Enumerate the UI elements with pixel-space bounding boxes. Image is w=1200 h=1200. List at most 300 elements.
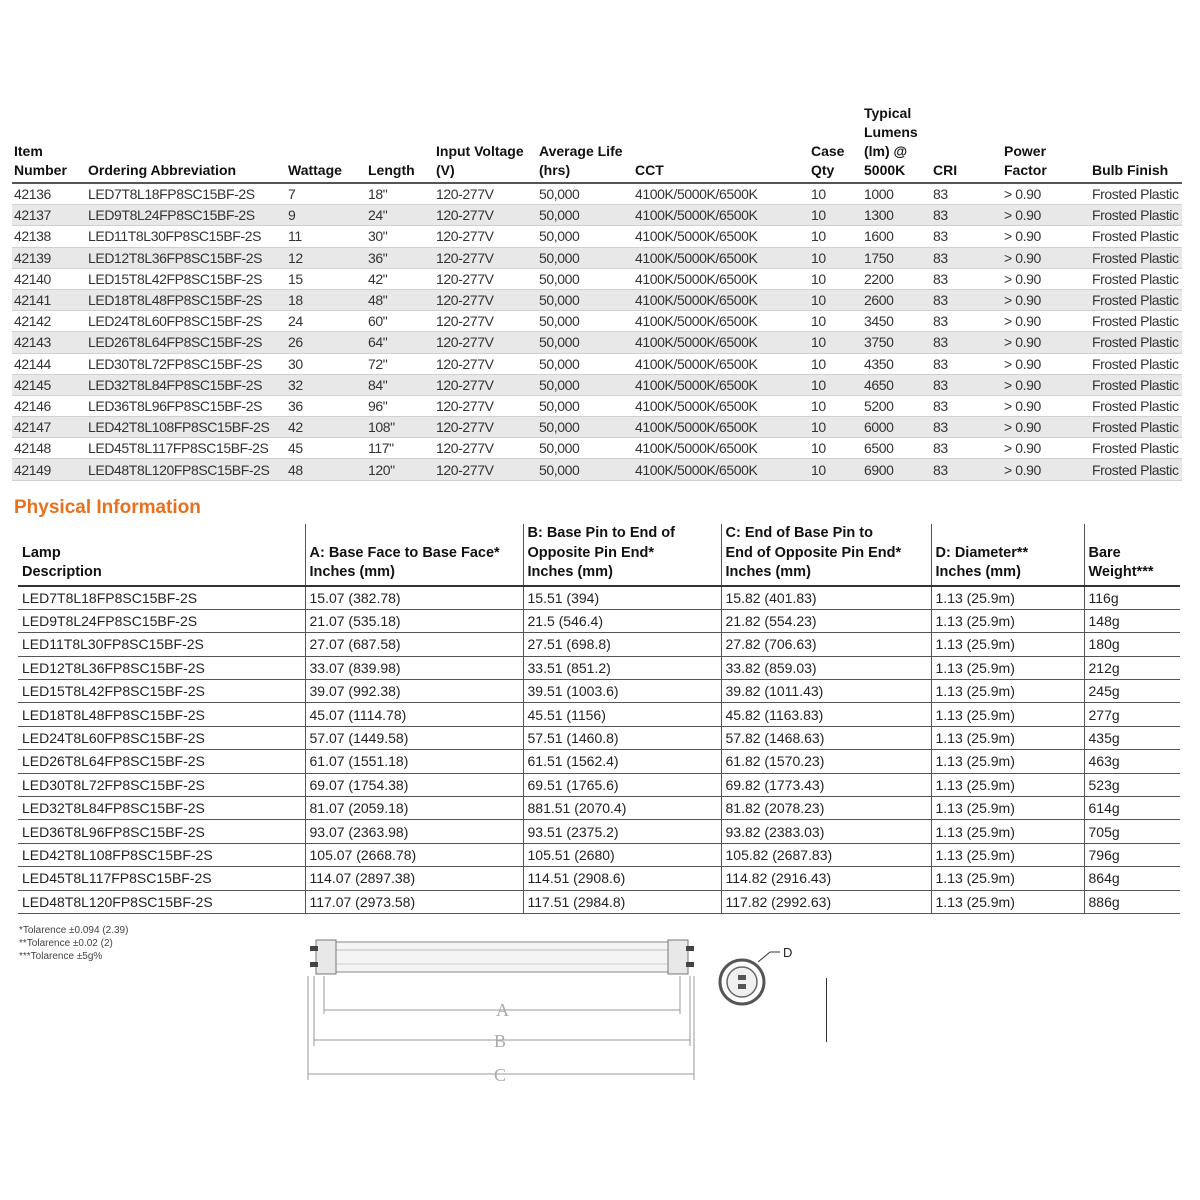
physical-table-row [18, 820, 1180, 843]
physical-table-cell: LED42T8L108FP8SC15BF-2S [18, 843, 305, 866]
physical-table-cell: 39.51 (1003.6) [523, 680, 721, 703]
spec-table-cell: 48" [366, 289, 434, 310]
tolerance-footnotes [19, 924, 128, 963]
spec-table-cell: 83 [933, 313, 948, 330]
physical-col-header-line: Inches (mm) [527, 564, 613, 580]
physical-table-cell: 114.82 (2916.43) [721, 867, 931, 890]
physical-table-cell: 705g [1084, 820, 1180, 843]
spec-table-cell: 120-277V [436, 397, 494, 414]
spec-table-cell: 48 [286, 459, 366, 480]
spec-table-cell: 10 [809, 417, 862, 438]
spec-table-cell: 42142 [14, 313, 51, 330]
spec-table-cell: 50,000 [539, 186, 580, 203]
physical-table-cell: 69.51 (1765.6) [523, 773, 721, 796]
spec-table-cell: 45 [288, 440, 303, 457]
spec-col-header-10 [1002, 104, 1090, 183]
physical-table-cell: LED15T8L42FP8SC15BF-2S [18, 680, 305, 703]
spec-table-cell: 4100K/5000K/6500K [633, 205, 809, 226]
spec-table-cell: LED36T8L96FP8SC15BF-2S [88, 397, 263, 414]
physical-table-row [18, 797, 1180, 820]
spec-table-row [12, 459, 1182, 480]
spec-table-cell: 50,000 [537, 289, 633, 310]
spec-table-cell: Frosted Plastic [1090, 332, 1182, 353]
spec-table-cell: 5200 [864, 397, 894, 414]
spec-table-cell: LED11T8L30FP8SC15BF-2S [88, 228, 262, 245]
physical-table-row [18, 633, 1180, 656]
physical-table-cell: 57.82 (1468.63) [721, 726, 931, 749]
spec-table-cell: 42 [286, 417, 366, 438]
spec-table-cell: 30 [288, 355, 303, 372]
diagram-divider-line [826, 978, 827, 1042]
spec-table-cell: Frosted Plastic [1092, 270, 1179, 287]
spec-table-cell: 50,000 [539, 440, 580, 457]
physical-table-cell: 796g [1084, 843, 1180, 866]
physical-table-cell: 114.51 (2908.6) [523, 867, 721, 890]
spec-table-cell: > 0.90 [1004, 313, 1041, 330]
physical-table-row [18, 890, 1180, 913]
spec-table-cell: 42144 [14, 355, 51, 372]
spec-table-cell: 42137 [12, 205, 86, 226]
spec-table-cell: 18 [286, 289, 366, 310]
physical-table-cell: 1.13 (25.9m) [931, 726, 1084, 749]
spec-table-row [12, 268, 1182, 289]
physical-table-cell: 881.51 (2070.4) [523, 797, 721, 820]
spec-table-cell: 50,000 [537, 459, 633, 480]
physical-col-header-line: Inches (mm) [725, 564, 811, 580]
spec-table-cell: > 0.90 [1002, 205, 1090, 226]
physical-table-cell: 21.07 (535.18) [305, 609, 523, 632]
spec-table-cell: Frosted Plastic [1092, 440, 1179, 457]
spec-table-cell: 84" [366, 374, 434, 395]
physical-col-header-line: Weight*** [1088, 564, 1154, 580]
physical-col-header-line: Opposite Pin End* [527, 544, 654, 561]
footnote-a-b-c: *Tolarence ±0.094 (2.39) [19, 925, 129, 936]
physical-table-cell: 33.07 (839.98) [305, 656, 523, 679]
spec-table-cell: LED24T8L60FP8SC15BF-2S [88, 313, 263, 330]
spec-table-cell: 96" [368, 397, 388, 414]
physical-col-header-5 [1084, 524, 1180, 586]
spec-table-cell: 4100K/5000K/6500K [633, 289, 809, 310]
spec-table-cell: 50,000 [539, 313, 580, 330]
spec-table-cell: 4100K/5000K/6500K [635, 397, 758, 414]
physical-table-cell: 27.51 (698.8) [523, 633, 721, 656]
spec-table-row [12, 289, 1182, 310]
spec-table-cell: Frosted Plastic [1090, 459, 1182, 480]
physical-table-cell: 105.51 (2680) [523, 843, 721, 866]
physical-table-cell: LED9T8L24FP8SC15BF-2S [18, 609, 305, 632]
spec-table-cell: 42145 [12, 374, 86, 395]
spec-table-cell: 83 [933, 186, 948, 203]
spec-table-cell: > 0.90 [1002, 332, 1090, 353]
spec-col-header-11 [1090, 104, 1182, 183]
spec-table-cell: 10 [811, 313, 826, 330]
spec-table-cell: 120-277V [434, 374, 537, 395]
spec-table-cell: 10 [809, 332, 862, 353]
physical-table-row [18, 609, 1180, 632]
spec-table-cell: 50,000 [537, 247, 633, 268]
physical-col-header-3 [721, 524, 931, 586]
spec-table-cell: LED18T8L48FP8SC15BF-2S [86, 289, 286, 310]
spec-table-row [12, 374, 1182, 395]
physical-table-cell: 81.82 (2078.23) [721, 797, 931, 820]
physical-table-cell: LED12T8L36FP8SC15BF-2S [18, 656, 305, 679]
physical-table-cell: 1.13 (25.9m) [931, 773, 1084, 796]
spec-table-cell: 10 [809, 374, 862, 395]
spec-col-header-line: Item [14, 143, 43, 159]
physical-table-cell: 1.13 (25.9m) [931, 680, 1084, 703]
spec-table-cell: > 0.90 [1004, 440, 1041, 457]
spec-table-cell: 42138 [14, 228, 51, 245]
physical-table-cell: LED26T8L64FP8SC15BF-2S [18, 750, 305, 773]
spec-table-cell: LED30T8L72FP8SC15BF-2S [88, 355, 263, 372]
spec-table-cell: 4100K/5000K/6500K [633, 332, 809, 353]
physical-table-cell: 1.13 (25.9m) [931, 609, 1084, 632]
physical-table-cell: 886g [1084, 890, 1180, 913]
spec-table-cell: 64" [366, 332, 434, 353]
spec-table-cell: 4100K/5000K/6500K [633, 417, 809, 438]
physical-table-cell: 614g [1084, 797, 1180, 820]
footnote-weight: ***Tolarence ±5g% [19, 951, 103, 962]
section-title-physical-information: Physical Information [14, 497, 201, 518]
spec-table-cell: 10 [811, 355, 826, 372]
physical-table-cell: 180g [1084, 633, 1180, 656]
spec-table-cell: 83 [931, 417, 1002, 438]
spec-table-cell: > 0.90 [1004, 270, 1041, 287]
spec-col-header-line: Lumens [864, 124, 918, 140]
physical-table-cell: LED30T8L72FP8SC15BF-2S [18, 773, 305, 796]
physical-table-header-row [18, 524, 1180, 586]
spec-table-cell: 120-277V [436, 440, 494, 457]
spec-table-cell: 42141 [12, 289, 86, 310]
physical-col-header-line: Description [22, 564, 102, 580]
end-cap-pin-top [738, 975, 746, 980]
spec-table-cell: Frosted Plastic [1090, 289, 1182, 310]
spec-table-cell: LED15T8L42FP8SC15BF-2S [88, 270, 263, 287]
spec-table-cell: 120-277V [434, 205, 537, 226]
spec-table-cell: 15 [288, 270, 303, 287]
physical-table-cell: 523g [1084, 773, 1180, 796]
spec-table-cell: 1300 [862, 205, 931, 226]
spec-table-cell: > 0.90 [1004, 186, 1041, 203]
spec-table-cell: 83 [931, 247, 1002, 268]
physical-table-cell: 69.82 (1773.43) [721, 773, 931, 796]
spec-table-cell: 4100K/5000K/6500K [635, 440, 758, 457]
physical-table-cell: 45.07 (1114.78) [305, 703, 523, 726]
spec-col-header-line: Case [811, 143, 845, 159]
spec-table-cell: 50,000 [537, 332, 633, 353]
spec-col-header-line: Wattage [288, 162, 342, 178]
spec-col-header-1 [86, 104, 286, 183]
physical-table-cell: 27.82 (706.63) [721, 633, 931, 656]
spec-table-cell: 83 [933, 355, 948, 372]
spec-col-header-line: Ordering Abbreviation [88, 162, 237, 178]
spec-table-cell: Frosted Plastic [1092, 397, 1179, 414]
physical-table-cell: 105.07 (2668.78) [305, 843, 523, 866]
spec-table-cell: Frosted Plastic [1092, 186, 1179, 203]
physical-table-cell: 93.51 (2375.2) [523, 820, 721, 843]
spec-table-cell: LED42T8L108FP8SC15BF-2S [86, 417, 286, 438]
spec-table-cell: Frosted Plastic [1090, 205, 1182, 226]
physical-table-cell: 57.51 (1460.8) [523, 726, 721, 749]
spec-table-row [12, 205, 1182, 226]
physical-table-cell: 61.51 (1562.4) [523, 750, 721, 773]
physical-table-row [18, 680, 1180, 703]
physical-table-cell: 93.82 (2383.03) [721, 820, 931, 843]
tube-left-end-cap [310, 940, 336, 974]
spec-col-header-7 [809, 104, 862, 183]
spec-table-cell: 4100K/5000K/6500K [635, 186, 758, 203]
spec-table-cell: 32 [286, 374, 366, 395]
physical-table-cell: 277g [1084, 703, 1180, 726]
spec-table-cell: 36 [288, 397, 303, 414]
physical-table-row [18, 773, 1180, 796]
spec-table-cell: LED9T8L24FP8SC15BF-2S [86, 205, 286, 226]
spec-table-cell: 42" [368, 270, 388, 287]
physical-col-header-2 [523, 524, 721, 586]
spec-table-cell: 6900 [862, 459, 931, 480]
spec-table-cell: 50,000 [539, 397, 580, 414]
spec-table-cell: 83 [931, 374, 1002, 395]
spec-col-header-line: (lm) @ [864, 143, 908, 159]
spec-table-cell: 83 [933, 440, 948, 457]
end-cap-pin-bottom [738, 984, 746, 989]
spec-table-row [12, 395, 1182, 416]
spec-table-cell: 4100K/5000K/6500K [635, 313, 758, 330]
spec-col-header-2 [286, 104, 366, 183]
physical-table-cell: 15.07 (382.78) [305, 586, 523, 610]
spec-table-cell: 120-277V [434, 332, 537, 353]
spec-table-cell: 10 [811, 397, 826, 414]
physical-col-header-4 [931, 524, 1084, 586]
spec-table-cell: 50,000 [539, 270, 580, 287]
spec-table-cell: > 0.90 [1002, 289, 1090, 310]
spec-table-cell: 2200 [864, 270, 894, 287]
spec-col-header-8 [862, 104, 931, 183]
physical-col-header-line: Inches (mm) [309, 564, 395, 580]
physical-table-cell: 15.82 (401.83) [721, 586, 931, 610]
physical-table-cell: 81.07 (2059.18) [305, 797, 523, 820]
spec-table-cell: 42140 [14, 270, 51, 287]
product-spec-table [12, 104, 1182, 481]
spec-table-cell: 120-277V [434, 459, 537, 480]
physical-table-cell: 45.82 (1163.83) [721, 703, 931, 726]
physical-col-header-line: A: Base Face to Base Face* [309, 544, 500, 561]
spec-table-cell: > 0.90 [1002, 459, 1090, 480]
spec-table-cell: 1600 [864, 228, 894, 245]
spec-table-cell: 50,000 [537, 205, 633, 226]
physical-table-cell: 1.13 (25.9m) [931, 703, 1084, 726]
physical-table-cell: 39.07 (992.38) [305, 680, 523, 703]
physical-col-header-line: Lamp [22, 544, 61, 561]
spec-col-header-line: Input Voltage [436, 143, 524, 159]
spec-table-cell: 1750 [862, 247, 931, 268]
physical-table-cell: 1.13 (25.9m) [931, 656, 1084, 679]
spec-table-cell: 120-277V [436, 270, 494, 287]
physical-table-cell: LED24T8L60FP8SC15BF-2S [18, 726, 305, 749]
spec-table-row [12, 332, 1182, 353]
spec-table-cell: 42147 [12, 417, 86, 438]
physical-table-cell: 15.51 (394) [523, 586, 721, 610]
spec-table-cell: 7 [288, 186, 296, 203]
spec-col-header-4 [434, 104, 537, 183]
spec-table-row [12, 438, 1182, 459]
physical-col-header-line: Inches (mm) [935, 564, 1021, 580]
spec-table-cell: > 0.90 [1004, 228, 1041, 245]
spec-table-cell: 10 [809, 205, 862, 226]
physical-table-row [18, 656, 1180, 679]
physical-table-body [18, 586, 1180, 914]
spec-table-row [12, 226, 1182, 247]
spec-table-body [12, 183, 1182, 480]
spec-col-header-line: Number [14, 162, 67, 178]
spec-table-row [12, 183, 1182, 205]
spec-table-cell: 1000 [864, 186, 894, 203]
spec-table-cell: 120-277V [436, 228, 494, 245]
physical-table-row [18, 586, 1180, 610]
spec-table-cell: LED45T8L117FP8SC15BF-2S [88, 440, 269, 457]
spec-col-header-line: Length [368, 162, 415, 178]
physical-table-cell: 33.82 (859.03) [721, 656, 931, 679]
spec-col-header-9 [931, 104, 1002, 183]
spec-table-cell: 18" [368, 186, 388, 203]
physical-table-cell: 45.51 (1156) [523, 703, 721, 726]
dimension-label-a: A [496, 1000, 509, 1020]
spec-col-header-6 [633, 104, 809, 183]
spec-table-cell: 42143 [12, 332, 86, 353]
spec-table-cell: 10 [811, 186, 826, 203]
spec-table-cell: > 0.90 [1002, 374, 1090, 395]
spec-table-cell: 11 [288, 228, 302, 245]
spec-table-cell: 117" [368, 440, 394, 457]
spec-col-header-line: Typical [864, 105, 912, 121]
physical-table-row [18, 843, 1180, 866]
physical-table-cell: 1.13 (25.9m) [931, 750, 1084, 773]
physical-table-cell: 245g [1084, 680, 1180, 703]
spec-table-cell: 4350 [864, 355, 894, 372]
spec-table-cell: 42149 [12, 459, 86, 480]
spec-table-cell: 108" [366, 417, 434, 438]
spec-table-cell: 83 [933, 228, 948, 245]
physical-table-cell: 57.07 (1449.58) [305, 726, 523, 749]
spec-table-cell: 6000 [862, 417, 931, 438]
spec-table-cell: LED32T8L84FP8SC15BF-2S [86, 374, 286, 395]
physical-col-header-1 [305, 524, 523, 586]
spec-table-cell: 4100K/5000K/6500K [633, 247, 809, 268]
physical-table-cell: 105.82 (2687.83) [721, 843, 931, 866]
dimension-label-b: B [494, 1031, 507, 1051]
spec-table-cell: LED12T8L36FP8SC15BF-2S [86, 247, 286, 268]
spec-table-cell: 6500 [864, 440, 894, 457]
spec-table-cell: 83 [933, 270, 948, 287]
spec-table-cell: Frosted Plastic [1090, 374, 1182, 395]
spec-table-cell: Frosted Plastic [1092, 228, 1179, 245]
physical-table-row [18, 750, 1180, 773]
physical-table-cell: 116g [1084, 586, 1180, 610]
spec-table-cell: 60" [368, 313, 388, 330]
spec-table-cell: 12 [286, 247, 366, 268]
spec-table-cell: > 0.90 [1004, 355, 1041, 372]
spec-table-cell: 3450 [864, 313, 894, 330]
spec-table-cell: 120-277V [436, 186, 494, 203]
spec-table-cell: > 0.90 [1004, 397, 1041, 414]
diameter-leader-line [758, 952, 770, 962]
spec-table-cell: 42146 [14, 397, 51, 414]
tube-end-view-diagram [712, 938, 812, 1018]
physical-table-cell: LED45T8L117FP8SC15BF-2S [18, 867, 305, 890]
spec-table-cell: 72" [368, 355, 388, 372]
spec-table-cell: > 0.90 [1002, 247, 1090, 268]
spec-table-cell: 120-277V [434, 417, 537, 438]
spec-table-cell: 50,000 [539, 228, 580, 245]
footnote-diameter: **Tolarence ±0.02 (2) [19, 938, 113, 949]
spec-table-cell: > 0.90 [1002, 417, 1090, 438]
physical-col-header-line: C: End of Base Pin to [725, 525, 873, 541]
spec-table-cell: 3750 [862, 332, 931, 353]
spec-col-header-line: (V) [436, 162, 455, 178]
physical-table-cell: 117.07 (2973.58) [305, 890, 523, 913]
spec-table-cell: 120" [366, 459, 434, 480]
spec-col-header-line: Bulb Finish [1092, 162, 1169, 178]
spec-col-header-line: Qty [811, 162, 835, 178]
spec-table-row [12, 417, 1182, 438]
spec-col-header-line: (hrs) [539, 162, 571, 178]
spec-table-cell: 120-277V [434, 289, 537, 310]
physical-table-cell: 1.13 (25.9m) [931, 867, 1084, 890]
spec-table-cell: 4100K/5000K/6500K [635, 228, 758, 245]
spec-table-cell: 83 [931, 205, 1002, 226]
physical-table-cell: 148g [1084, 609, 1180, 632]
physical-col-header-0 [18, 524, 305, 586]
spec-table-cell: 10 [811, 228, 826, 245]
spec-col-header-0 [12, 104, 86, 183]
spec-table-cell: 10 [811, 270, 826, 287]
physical-table-cell: 117.82 (2992.63) [721, 890, 931, 913]
spec-table-cell: 50,000 [537, 374, 633, 395]
physical-table-row [18, 867, 1180, 890]
spec-table-row [12, 353, 1182, 374]
physical-col-header-line: D: Diameter** [935, 544, 1029, 561]
physical-table-cell: 463g [1084, 750, 1180, 773]
physical-table-cell: 1.13 (25.9m) [931, 890, 1084, 913]
physical-table-cell: LED48T8L120FP8SC15BF-2S [18, 890, 305, 913]
physical-table-cell: 21.5 (546.4) [523, 609, 721, 632]
spec-table-cell: 10 [809, 247, 862, 268]
physical-table-cell: LED11T8L30FP8SC15BF-2S [18, 633, 305, 656]
physical-table-cell: LED36T8L96FP8SC15BF-2S [18, 820, 305, 843]
spec-table-cell: 10 [809, 459, 862, 480]
spec-table-cell: 50,000 [537, 417, 633, 438]
physical-table-cell: 33.51 (851.2) [523, 656, 721, 679]
spec-table-cell: 10 [809, 289, 862, 310]
physical-table-cell: 61.82 (1570.23) [721, 750, 931, 773]
spec-col-header-line: Factor [1004, 162, 1047, 178]
physical-table-cell: 114.07 (2897.38) [305, 867, 523, 890]
physical-table-cell: LED18T8L48FP8SC15BF-2S [18, 703, 305, 726]
tube-dimension-diagram [300, 928, 700, 1088]
spec-table-cell: 4100K/5000K/6500K [633, 459, 809, 480]
spec-col-header-3 [366, 104, 434, 183]
spec-col-header-line: CCT [635, 162, 664, 178]
spec-table-cell: 120-277V [436, 313, 494, 330]
dimension-label-c: C [494, 1065, 507, 1085]
spec-table-cell: 120-277V [434, 247, 537, 268]
physical-col-header-line: B: Base Pin to End of [527, 525, 675, 541]
spec-table-cell: Frosted Plastic [1090, 417, 1182, 438]
spec-table-cell: 24" [366, 205, 434, 226]
spec-table-cell: LED26T8L64FP8SC15BF-2S [86, 332, 286, 353]
spec-table-cell: 26 [286, 332, 366, 353]
tube-right-end-cap [668, 940, 694, 974]
